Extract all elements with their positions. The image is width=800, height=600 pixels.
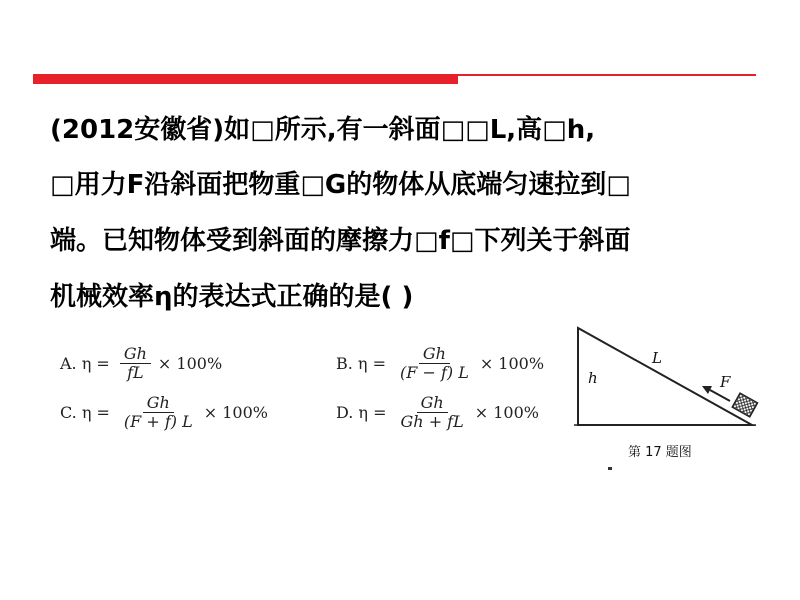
option-d-label: D. η = <box>336 403 387 422</box>
option-c-label: C. η = <box>60 403 110 422</box>
option-a-suffix: × 100% <box>157 354 223 373</box>
option-a-numerator: Gh <box>120 345 151 364</box>
option-c-suffix: × 100% <box>203 403 268 422</box>
option-b-numerator: Gh <box>419 345 450 364</box>
option-a-fraction <box>120 345 151 382</box>
option-c[interactable] <box>60 394 268 431</box>
label-F: F <box>720 373 731 391</box>
option-c-fraction <box>120 394 197 431</box>
option-d[interactable] <box>336 394 539 431</box>
option-a-label: A. η = <box>60 354 110 373</box>
option-b[interactable] <box>336 345 544 382</box>
figure-caption: 第 17 题图 <box>628 445 692 460</box>
block <box>732 393 757 417</box>
force-arrow <box>710 390 730 401</box>
option-d-numerator: Gh <box>417 394 448 413</box>
question-line-4: 机械效率η的表达式正确的是( ) <box>50 282 414 312</box>
option-b-label: B. η = <box>336 354 387 373</box>
option-a[interactable] <box>60 345 222 382</box>
option-b-fraction <box>396 345 473 382</box>
question-line-2: □用力F沿斜面把物重□G的物体从底端匀速拉到□ <box>50 170 631 200</box>
header-accent-line <box>458 74 756 76</box>
option-c-denominator: (F + f) L <box>123 412 193 431</box>
option-c-numerator: Gh <box>143 394 174 413</box>
label-h: h <box>588 369 598 387</box>
option-d-suffix: × 100% <box>474 403 539 422</box>
option-d-denominator: Gh + fL <box>400 412 464 431</box>
label-L: L <box>652 349 662 367</box>
stray-mark <box>608 467 612 470</box>
question-line-3: 端。已知物体受到斜面的摩擦力□f□下列关于斜面 <box>50 226 631 256</box>
question-line-1: (2012安徽省)如□所示,有一斜面□□L,高□h, <box>50 115 596 145</box>
option-b-suffix: × 100% <box>479 354 545 373</box>
option-d-fraction <box>397 394 468 431</box>
option-b-denominator: (F − f) L <box>400 363 469 382</box>
header-accent-bar <box>33 74 458 84</box>
option-a-denominator: fL <box>127 363 144 382</box>
